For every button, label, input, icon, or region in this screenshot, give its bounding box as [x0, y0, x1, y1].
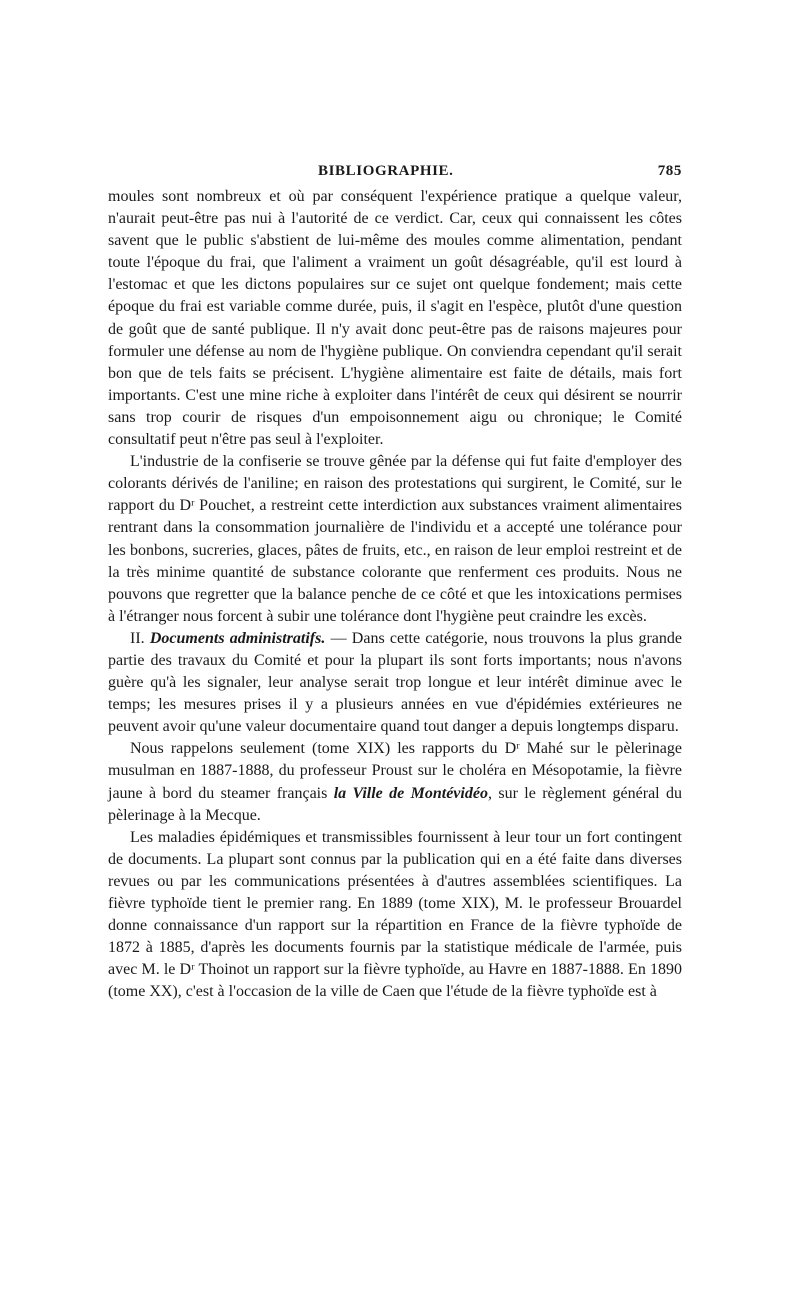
- paragraph: [108, 827, 682, 1004]
- paragraph: [108, 186, 682, 451]
- paragraph-text: Les maladies épidémiques et transmissibles fournissent à leur tour un fort contingent de documents. La plupart sont connus par la publication qui en a été faite dans diverses revues ou par les communications présentées à d'autres assemblées scientifiques. La fièvre typhoïde tient le premier rang. En 1889 (tome XIX), M. le professeur Brouardel donne connaissance d'un rapport sur la répartition en France de la fièvre typhoïde de 1872 à 1885, d'après les documents fournis par la statistique médicale de l'armée, puis avec M. le Dʳ Thoinot un rapport sur la fièvre typhoïde, au Havre en 1887-1888. En 1890 (tome XX), c'est à l'occasion de la ville de Caen que l'étude de la fièvre typhoïde est à: [108, 828, 682, 1001]
- paragraph-text-end: , sur le règlement général du pèlerinage à la Mecque.: [108, 784, 683, 824]
- ship-name: la Ville de Montévidéo: [333, 784, 488, 802]
- paragraph-text: L'industrie de la confiserie se trouve gênée par la défense qui fut faite d'employer des colorants dérivés de l'aniline; en raison des protestations qui surgirent, le Comité, sur le rapport du Dʳ Pouchet, a restreint cette interdiction aux substances vraiment alimentaires rentrant dans la consommation journalière de l'individu et a accepté une tolérance pour les bonbons, sucreries, glaces, pâtes de fruits, etc., en raison de leur emploi restreint et de la très minime quantité de substance colorante que renferment ces produits. Nous ne pouvons que regretter que la balance penche de ce côté et que les intoxications permises à l'étranger nous forcent à subir une tolérance dont l'hygiène peut craindre les excès.: [108, 453, 682, 625]
- paragraph-text: — Dans cette catégorie, nous trouvons la plus grande partie des travaux du Comité et pour la plupart ils sont forts importants; nous n'avons guère qu'à les signaler, leur analyse serait trop longue et leur intérêt diminue avec le temps; les mesures prises il y a plusieurs années en vue d'épidémies extérieures ne peuvent avoir qu'une valeur documentaire quand tout danger a depuis longtemps disparu.: [108, 629, 682, 736]
- running-title: BIBLIOGRAPHIE.: [318, 163, 454, 179]
- page-number: 785: [657, 163, 682, 179]
- paragraph: [108, 451, 682, 628]
- paragraph-text: Nous rappelons seulement (tome XIX) les rapports du Dʳ Mahé sur le pèlerinage musulman en 1887-1888, du professeur Proust sur le choléra en Mésopotamie, la fièvre jaune à bord du steamer français: [108, 740, 682, 802]
- paragraph: [108, 628, 682, 738]
- section-number: II.: [130, 629, 150, 647]
- paragraph: [108, 738, 682, 826]
- paragraph-text: moules sont nombreux et où par conséquent l'expérience pratique a quelque valeur, n'aurait peut-être pas nui à l'autorité de ce verdict. Car, ceux qui connaissent les côtes savent que le public s'abstient de lui-même des moules comme alimentation, pendant toute l'époque du frai, que l'aliment a vraiment un goût désagréable, qu'il est lourd à l'estomac et que les dictons populaires sur ce sujet ont quelque fondement; mais cette époque du frai est variable comme durée, puis, il s'agit en l'espèce, plutôt d'une question de goût que de santé publique. Il n'y avait donc peut-être pas de raisons majeures pour formuler une défense au nom de l'hygiène publique. On conviendra cependant qu'il serait bon que de tels faits se précisent. L'hygiène alimentaire est faite de détails, mais fort importants. C'est une mine riche à exploiter dans l'intérêt de ceux qui désirent se nourrir sans trop courir de risques d'un empoisonnement aigu ou chronique; le Comité consultatif peut n'être pas seul à l'exploiter.: [108, 188, 682, 449]
- section-title: Documents administratifs.: [149, 629, 326, 647]
- running-head: [108, 160, 682, 182]
- page: [108, 160, 682, 1003]
